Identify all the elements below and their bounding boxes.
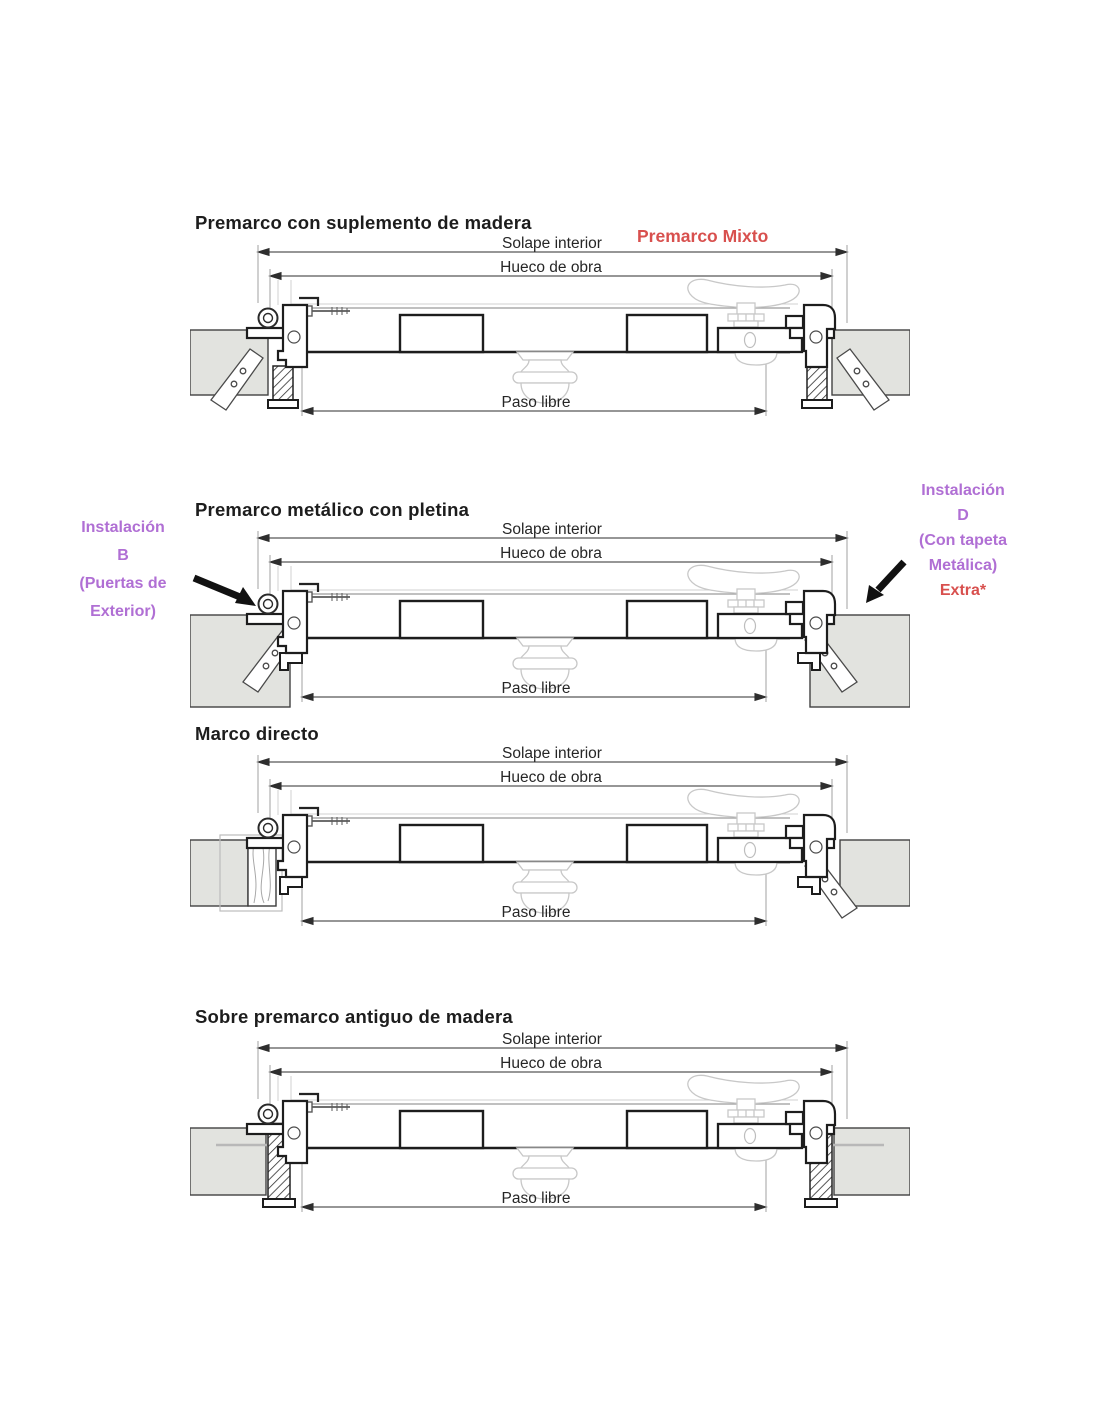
dim-label-hueco: Hueco de obra xyxy=(500,259,602,276)
section-2-title: Premarco metálico con pletina xyxy=(195,499,470,520)
wood-supplement-left xyxy=(273,366,293,400)
dim-label-solape: Solape interior xyxy=(502,1031,602,1048)
frame-foot-right xyxy=(805,1199,837,1207)
metal-frame-foot-left xyxy=(280,653,302,670)
dim-label-hueco: Hueco de obra xyxy=(500,545,602,562)
door-leaf xyxy=(278,1075,803,1199)
door-leaf xyxy=(278,279,803,403)
frame-foot-left xyxy=(263,1199,295,1207)
section-4-title: Sobre premarco antiguo de madera xyxy=(195,1006,513,1027)
note-line: Exterior) xyxy=(90,603,156,620)
wall-left xyxy=(190,840,248,906)
section-1-title: Premarco con suplemento de madera xyxy=(195,212,532,233)
dim-label-paso: Paso libre xyxy=(501,394,571,411)
frame-foot-right xyxy=(798,877,820,894)
door-leaf xyxy=(278,789,803,913)
wood-supplement-right xyxy=(807,366,827,400)
dim-label-paso: Paso libre xyxy=(501,904,571,921)
wall-right xyxy=(840,840,910,906)
install-d-note xyxy=(895,478,1031,603)
frame-foot-left xyxy=(268,400,298,408)
diagram-marco-directo xyxy=(190,743,910,935)
extra-label: Extra* xyxy=(939,582,987,599)
jamb-lock-side xyxy=(790,815,835,877)
jamb-lock-side xyxy=(790,305,835,367)
install-b-note xyxy=(55,514,191,626)
diagram-premarco-suplemento-madera xyxy=(190,233,910,425)
wood-grain-block xyxy=(248,840,276,906)
dim-label-hueco: Hueco de obra xyxy=(500,1055,602,1072)
door-leaf xyxy=(278,565,803,689)
wall-right xyxy=(834,1128,910,1195)
install-b-arrow xyxy=(194,578,256,606)
dim-label-solape: Solape interior xyxy=(502,745,602,762)
metal-frame-foot-right xyxy=(798,653,820,670)
note-line: Instalación xyxy=(921,482,1005,499)
dim-label-solape: Solape interior xyxy=(502,235,602,252)
dim-label-solape: Solape interior xyxy=(502,521,602,538)
wall-left xyxy=(190,1128,266,1195)
note-line: D xyxy=(957,507,969,524)
dim-label-paso: Paso libre xyxy=(501,1190,571,1207)
diagram-sobre-premarco-antiguo xyxy=(190,1029,910,1221)
section-3-title: Marco directo xyxy=(195,723,319,744)
note-line: (Puertas de xyxy=(79,575,167,592)
note-line: Metálica) xyxy=(928,557,998,574)
frame-foot-left xyxy=(280,877,302,894)
premarco-mixto-label: Premarco Mixto xyxy=(637,226,769,246)
dim-label-paso: Paso libre xyxy=(501,680,571,697)
note-line: B xyxy=(117,547,129,564)
note-line: Instalación xyxy=(81,519,165,536)
note-line: (Con tapeta xyxy=(919,532,1007,549)
install-d-arrow xyxy=(866,562,904,603)
diagram-premarco-metalico-pletina xyxy=(190,519,910,711)
dim-label-hueco: Hueco de obra xyxy=(500,769,602,786)
frame-foot-right xyxy=(802,400,832,408)
